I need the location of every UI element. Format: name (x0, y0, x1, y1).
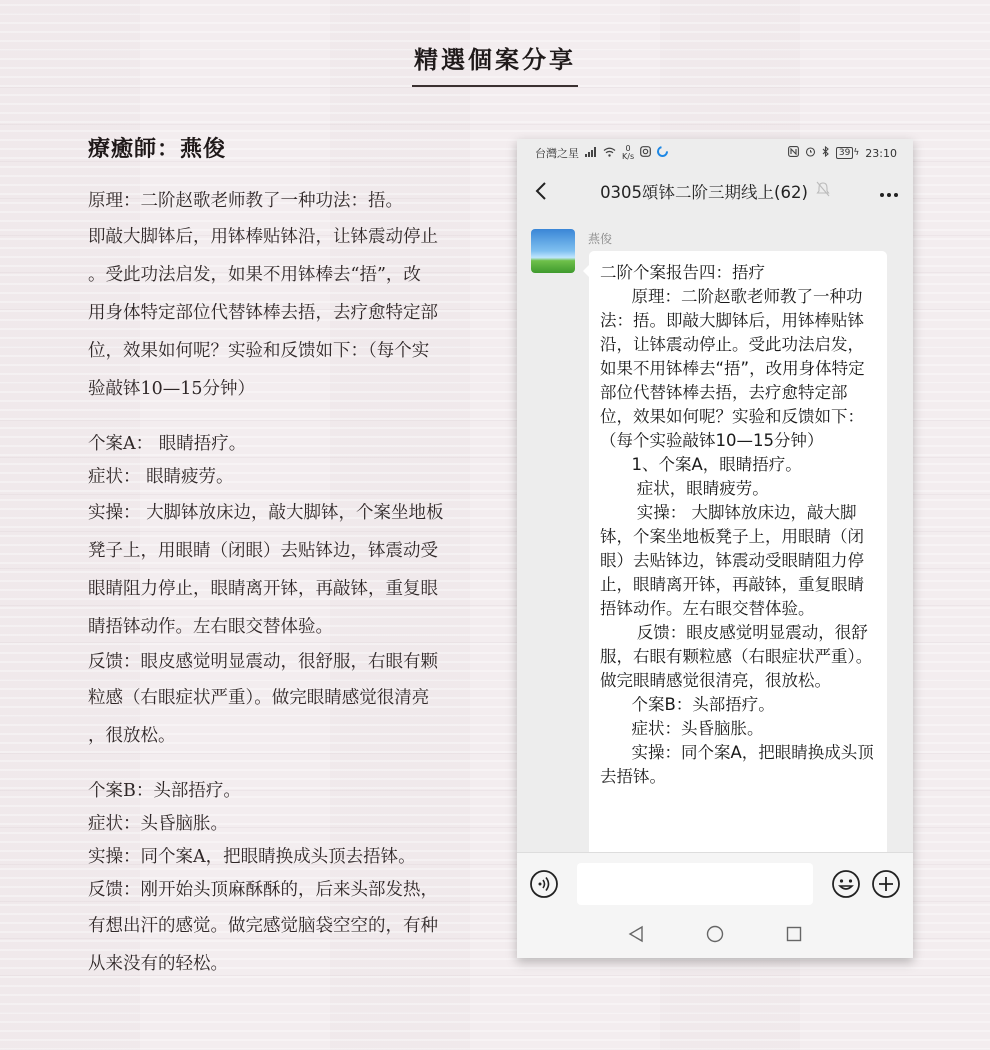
charging-icon: ϟ (853, 148, 860, 158)
title-underline (412, 85, 578, 87)
case-a-line: 症状： 眼睛疲劳。 (88, 467, 234, 487)
emoji-icon (831, 869, 861, 899)
intro-line: 即敲大脚钵后，用钵棒贴钵沿，让钵震动停止 (88, 227, 438, 247)
back-button[interactable] (529, 179, 553, 203)
nfc-icon (788, 146, 799, 160)
chat-title: 0305頌钵二阶三期线上(62) (600, 183, 808, 202)
case-b-line: 反馈：刚开始头顶麻酥酥的，后来头部发热， (88, 880, 438, 900)
intro-line: 。受此功法启发，如果不用钵棒去“捂”，改 (88, 265, 421, 285)
chat-messages[interactable] (517, 225, 913, 852)
case-a-line: ，很放松。 (88, 726, 176, 746)
page-header (0, 40, 990, 87)
case-a-section (88, 428, 498, 755)
netspeed-unit: K/s (622, 152, 635, 161)
intro-paragraph (88, 185, 498, 408)
case-b-line: 实操：同个案A，把眼睛换成头顶去捂钵。 (88, 847, 416, 867)
voice-icon (529, 869, 559, 899)
emoji-button[interactable] (831, 869, 861, 899)
voice-button[interactable] (529, 869, 559, 899)
nav-recents-button[interactable] (786, 926, 802, 946)
message-bubble[interactable]: 二阶个案报告四：捂疗 原理：二阶赵歌老师教了一种功法：捂。即敲大脚钵后，用钵棒贴钵沿，让钵震动停止。受此功法启发，如果不用钵棒去“捂”，改用身体特定部位代替钵棒去捂，去疗愈特定部位，效果如何呢？实验和反馈如下：（每个实验敲钵10—15分钟） 1、个案A，眼睛捂疗。 症状，眼睛疲劳。 实操： 大脚钵放床边，敲大脚钵，个案坐地板凳子上，用眼睛（闭眼）去贴钵边，钵震动受眼睛阻力停止，眼睛离开钵，再敲钵，重复眼睛捂钵动作。左右眼交替体验。 反馈：眼皮感觉明显震动，很舒服，右眼有颗粒感（右眼症状严重）。做完眼睛感觉很清亮，很放松。 个案B：头部捂疗。 症状：头昏脑胀。 实操：同个案A，把眼睛换成头顶去捂钵。 (589, 251, 887, 852)
intro-line: 验敲钵10—15分钟） (88, 379, 256, 399)
app-notification-icon (657, 146, 668, 160)
input-bar (517, 852, 913, 915)
ellipsis-icon (879, 192, 899, 198)
nav-home-button[interactable] (706, 925, 724, 947)
case-a-line: 反馈：眼皮感觉明显震动，很舒服，右眼有颗 (88, 652, 438, 672)
mute-icon (816, 181, 830, 201)
chat-nav-bar (517, 167, 913, 215)
sender-name: 燕俊 (588, 232, 613, 246)
plus-icon (871, 869, 901, 899)
clock-time: 23:10 (865, 146, 897, 160)
more-options-button[interactable] (877, 179, 901, 203)
netspeed-value: 0 (625, 144, 631, 153)
case-b-section (88, 775, 498, 983)
therapist-name: 療癒師：燕俊 (88, 136, 227, 162)
case-a-line: 凳子上，用眼睛（闭眼）去贴钵边，钵震动受 (88, 541, 438, 561)
case-b-line: 从来没有的轻松。 (88, 954, 228, 974)
circle-home-icon (706, 925, 724, 943)
case-b-line: 症状：头昏脑胀。 (88, 814, 228, 834)
nav-back-button[interactable] (628, 925, 644, 947)
system-nav-bar (517, 914, 913, 958)
intro-line: 用身体特定部位代替钵棒去捂，去疗愈特定部 (88, 303, 438, 323)
add-button[interactable] (871, 869, 901, 899)
page-title: 精選個案分享 (414, 45, 576, 74)
case-text-column (88, 132, 498, 983)
case-b-line: 有想出汗的感觉。做完感觉脑袋空空的，有种 (88, 916, 438, 936)
bluetooth-icon (822, 146, 830, 160)
wifi-icon (603, 147, 616, 160)
avatar[interactable] (531, 229, 575, 273)
chat-title-wrap (553, 179, 877, 203)
instagram-icon (640, 146, 651, 160)
square-recents-icon (786, 926, 802, 942)
case-b-line: 个案B：头部捂疗。 (88, 781, 241, 801)
intro-line: 位，效果如何呢？实验和反馈如下：（每个实 (88, 341, 430, 361)
triangle-back-icon (628, 925, 644, 943)
status-bar (517, 139, 913, 167)
netspeed-indicator (622, 145, 634, 161)
chevron-left-icon (535, 181, 547, 201)
carrier-name: 台灣之星 (535, 147, 579, 160)
case-a-line: 睛捂钵动作。左右眼交替体验。 (88, 617, 333, 637)
case-a-line: 粒感（右眼症状严重）。做完眼睛感觉很清亮 (88, 688, 430, 708)
alarm-icon (805, 146, 816, 160)
case-a-line: 眼睛阻力停止，眼睛离开钵，再敲钵，重复眼 (88, 579, 438, 599)
case-a-line: 实操： 大脚钵放床边，敲大脚钵，个案坐地板 (88, 503, 444, 523)
battery-level: 39 (836, 147, 853, 159)
signal-icon (585, 147, 597, 160)
battery-indicator (836, 147, 859, 159)
message-input[interactable] (577, 863, 813, 905)
phone-screenshot (517, 139, 913, 958)
intro-line: 原理：二阶赵歌老师教了一种功法：捂。 (88, 191, 403, 211)
case-a-line: 个案A： 眼睛捂疗。 (88, 434, 247, 454)
